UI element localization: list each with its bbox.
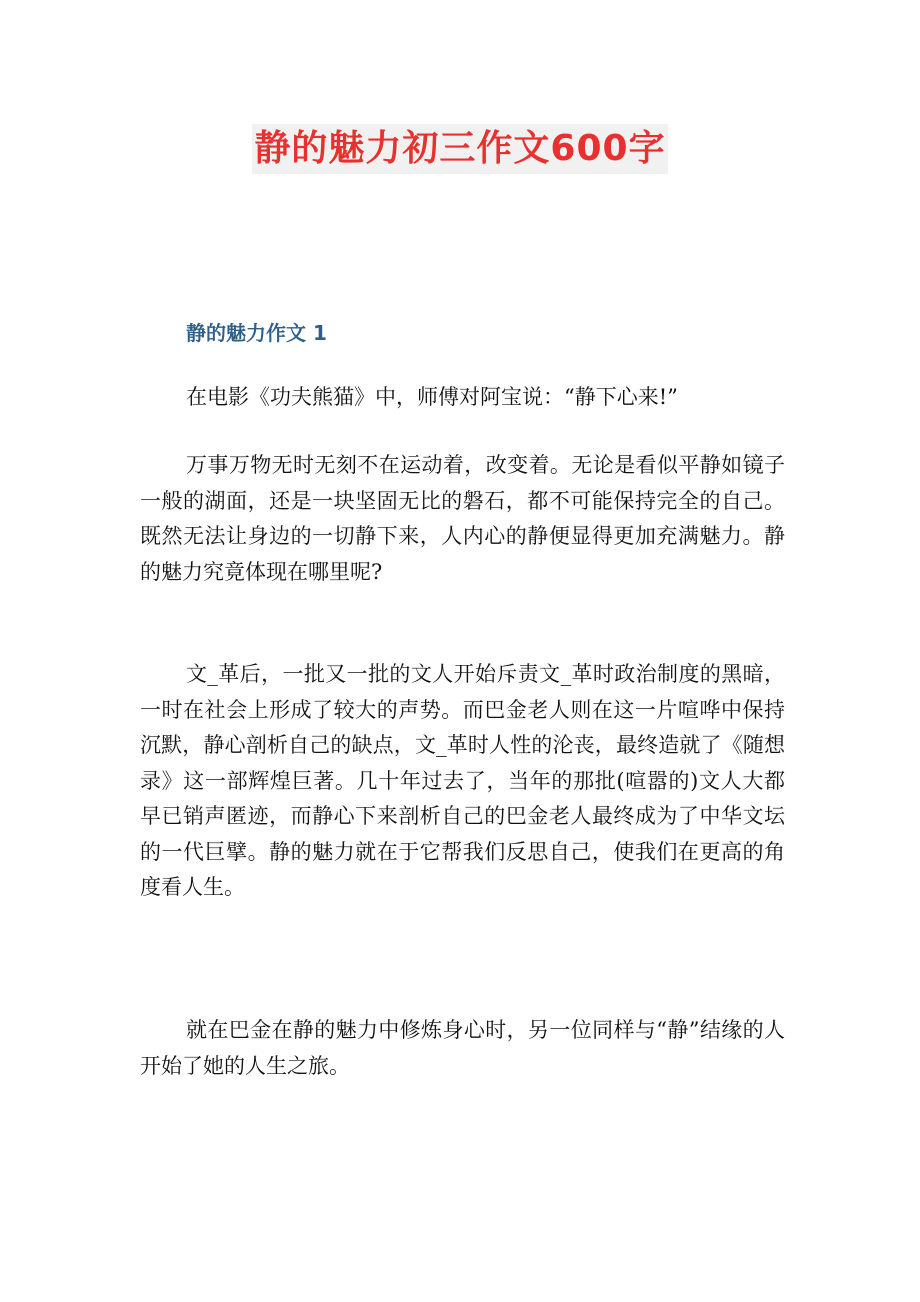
paragraph-3: 文_革后，一批又一批的文人开始斥责文_革时政治制度的黑暗，一时在社会上形成了较大的声势。而巴金老人则在这一片喧哗中保持沉默，静心剖析自己的缺点，文_革时人性的沦丧，最终造就了《随想录》这一部辉煌巨著。几十年过去了，当年的那批(喧嚣的)文人大都早已销声匿迹，而静心下来剖析自己的巴金老人最终成为了中华文坛的一代巨擘。静的魅力就在于它帮我们反思自己，使我们在更高的角度看人生。 (140, 662, 785, 899)
title-container (0, 124, 920, 174)
paragraph-4: 就在巴金在静的魅力中修炼身心时，另一位同样与“静”结缘的人开始了她的人生之旅。 (140, 1018, 785, 1078)
paragraph-1: 在电影《功夫熊猫》中，师傅对阿宝说：“静下心来!” (186, 385, 678, 409)
page-title: 静的魅力初三作文600字 (252, 124, 667, 174)
paragraph-2: 万事万物无时无刻不在运动着，改变着。无论是看似平静如镜子一般的湖面，还是一块坚固无比的磐石，都不可能保持完全的自己。既然无法让身边的一切静下来，人内心的静便显得更加充满魅力。静的魅力究竟体现在哪里呢? (140, 453, 785, 584)
section-heading: 静的魅力作文 1 (186, 321, 327, 345)
